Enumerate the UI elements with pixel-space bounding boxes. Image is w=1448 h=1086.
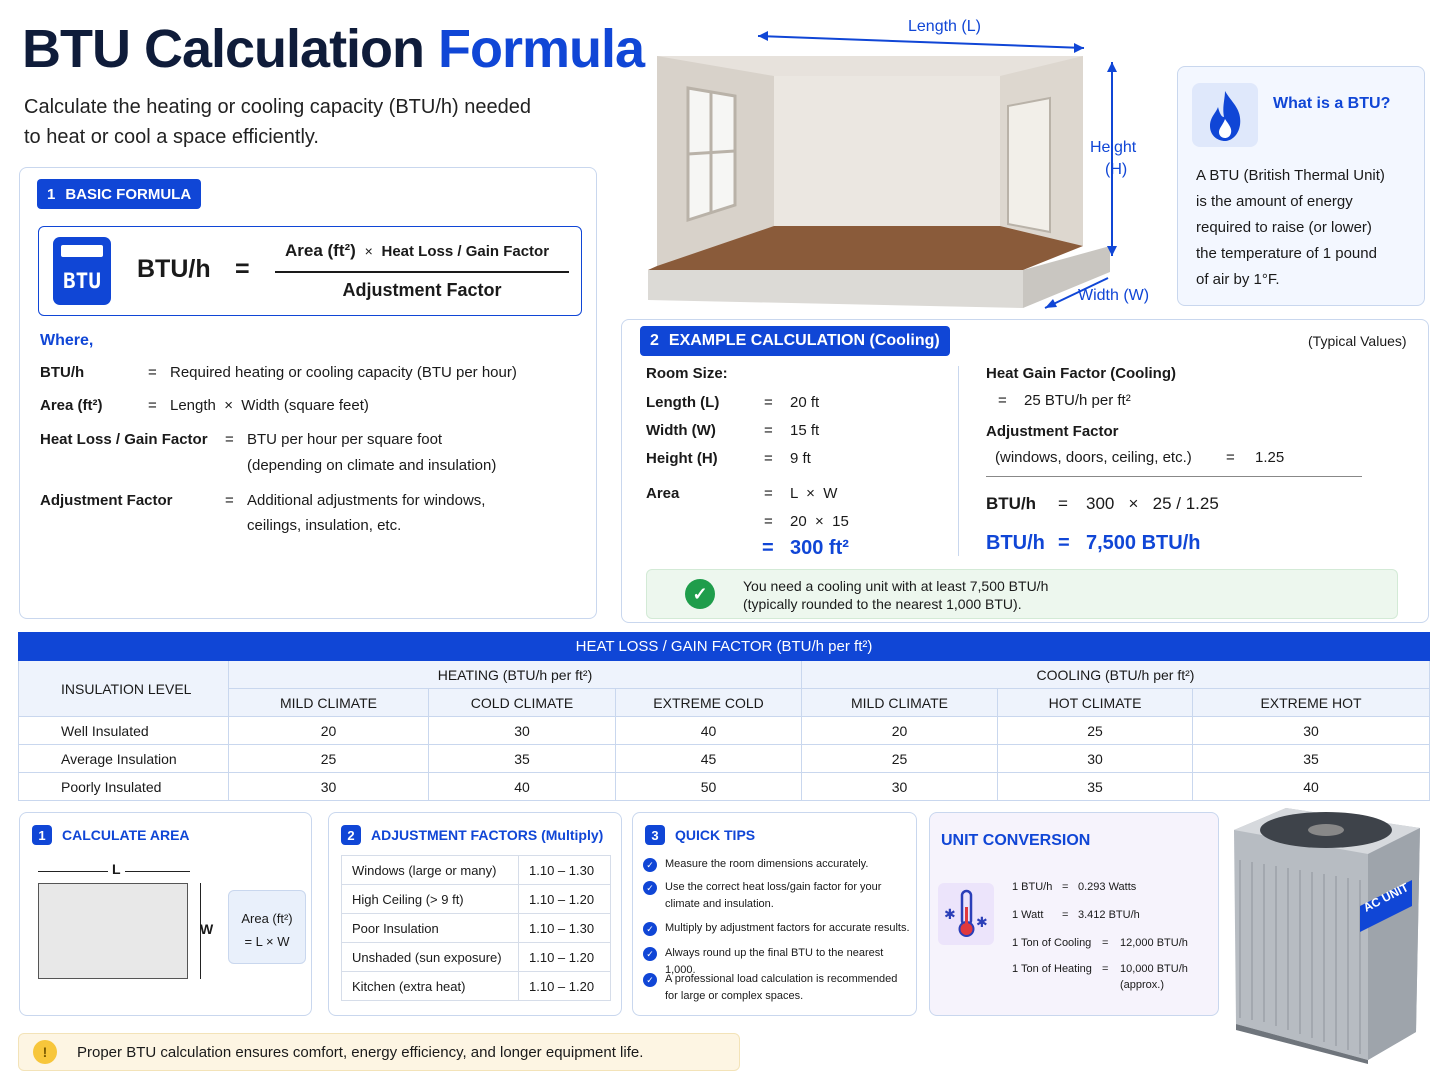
page-title: BTU Calculation Formula [22,19,645,79]
tip-item: ✓ Use the correct heat loss/gain factor for your climate and insulation. [643,879,913,913]
adjustment-value: 1.10 – 1.20 [519,943,611,972]
adjustment-label: Unshaded (sun exposure) [342,943,519,972]
adjustment-value: 1.10 – 1.30 [519,856,611,885]
column-header: MILD CLIMATE [802,689,998,717]
def-eq: = [225,492,234,509]
where-label: Where, [40,332,94,349]
column-header: EXTREME HOT [1193,689,1430,717]
area-rectangle [38,883,188,979]
width-value: 15 ft [790,422,820,439]
table-cell: 20 [229,717,429,745]
table-cell: 20 [802,717,998,745]
conversion-to: 3.412 BTU/h [1078,909,1140,921]
table-cell: 30 [229,773,429,801]
formula-numerator: Area (ft²) × Heat Loss / Gain Factor [285,241,550,260]
adjustment-label: High Ceiling (> 9 ft) [342,885,519,914]
adjustment-title: Adjustment Factor [986,423,1119,440]
btu-result-term: BTU/h [986,532,1045,554]
check-icon: ✓ [643,947,657,961]
conversion-to: 10,000 BTU/h [1120,963,1188,975]
svg-text:✱: ✱ [944,907,956,923]
result-note-line-1: You need a cooling unit with at least 7,500 BTU/h [743,578,1049,594]
unit-conversion-title: UNIT CONVERSION [941,832,1091,849]
height-label-2: (H) [1105,161,1128,178]
btu-term: BTU/h [986,494,1037,513]
height-label: Height [1090,139,1137,156]
example-calculation-card [621,319,1429,623]
eq: = [1058,532,1070,554]
check-circle-icon: ✓ [685,579,715,609]
adjustment-factors-card [328,812,622,1016]
conversion-from: 1 Watt [1012,909,1044,921]
ac-unit-illustration [1226,800,1426,1064]
def-eq: = [148,397,157,414]
eq: = [764,513,773,530]
adjustment-label: Windows (large or many) [342,856,519,885]
formula-denominator: Adjustment Factor [342,280,502,300]
adjustment-value: 1.10 – 1.20 [519,885,611,914]
heat-gain-value: 25 BTU/h per ft² [1024,392,1131,409]
eq: = [764,485,773,502]
eq: = [764,450,773,467]
page-subtitle: Calculate the heating or cooling capacity (BTU/h) needed to heat or cool a space efficiently. [24,96,531,148]
table-cell: 30 [802,773,998,801]
footer-note [18,1033,740,1071]
check-icon: ✓ [643,922,657,936]
divider [958,366,959,556]
quick-tips-card [632,812,917,1016]
def-desc: Length × Width (square feet) [170,397,369,414]
adjustment-desc: (windows, doors, ceiling, etc.) [995,449,1192,466]
table-cell: 30 [1193,717,1430,745]
basic-formula-badge: 1 BASIC FORMULA [37,179,201,209]
tip-item: ✓ Measure the room dimensions accurately. [643,856,913,873]
room-back-wall [774,76,1000,226]
table-row [19,745,1430,773]
adjustment-value: 1.10 – 1.30 [519,914,611,943]
column-header: HOT CLIMATE [998,689,1193,717]
area-step-1: L × W [790,485,838,502]
table-row [342,914,611,943]
def-desc-2: (depending on climate and insulation) [247,457,497,474]
factor-table-title: HEAT LOSS / GAIN FACTOR (BTU/h per ft²) [19,633,1430,661]
conversion-from: 1 BTU/h [1012,881,1053,893]
ac-unit-label: AC UNIT [1361,880,1411,915]
area-step-2: 20 × 15 [790,513,849,530]
insulation-header: INSULATION LEVEL [19,661,229,717]
room-size-label: Room Size: [646,365,728,382]
adjustment-label: Kitchen (extra heat) [342,972,519,1001]
length-term: Length (L) [646,394,720,411]
height-value: 9 ft [790,450,811,467]
table-cell: 25 [229,745,429,773]
adjustment-factors-title: 2 ADJUSTMENT FACTORS (Multiply) [341,825,603,845]
eq: = [762,537,774,559]
what-is-btu-card [1177,66,1425,306]
eq: = [1226,449,1235,466]
table-cell: 40 [429,773,616,801]
table-cell: 35 [429,745,616,773]
table-cell: 25 [802,745,998,773]
row-label: Poorly Insulated [19,773,229,801]
conversion-eq: = [1102,937,1109,949]
divider [986,476,1362,477]
thermometer-icon [938,883,994,945]
adjustment-table [341,855,611,1001]
table-row [342,943,611,972]
result-note [646,569,1398,619]
table-cell: 40 [1193,773,1430,801]
table-row [19,773,1430,801]
room-base [648,270,1023,308]
width-label: Width (W) [1078,287,1150,304]
btu-calculation: 300 × 25 / 1.25 [1086,494,1219,513]
row-label: Average Insulation [19,745,229,773]
cooling-header: COOLING (BTU/h per ft²) [802,661,1430,689]
what-is-text: A BTU (British Thermal Unit) is the amount of energy required to raise (or lower) the temperature of 1 pound of air by 1°F. [1196,167,1385,288]
conversion-eq: = [1102,963,1109,975]
table-cell: 35 [1193,745,1430,773]
height-term: Height (H) [646,450,718,467]
svg-text:✱: ✱ [976,915,988,931]
length-arrow [758,36,1084,48]
example-badge: 2 EXAMPLE CALCULATION (Cooling) [640,326,950,356]
btu-result: 7,500 BTU/h [1086,532,1201,554]
table-row [342,856,611,885]
table-cell: 45 [616,745,802,773]
table-cell: 35 [998,773,1193,801]
def-eq: = [148,364,157,381]
quick-tips-title: 3 QUICK TIPS [645,825,755,845]
def-desc-2: ceilings, insulation, etc. [247,517,402,534]
eq: = [1058,494,1068,513]
room-illustration [640,10,1170,310]
def-desc: BTU per hour per square foot [247,431,443,448]
width-term: Width (W) [646,422,716,439]
width-letter: W [200,921,214,937]
unit-conversion-card [929,812,1219,1016]
formula-lhs: BTU/h [137,255,211,283]
adjustment-value: 1.25 [1255,449,1285,466]
conversion-to: 0.293 Watts [1078,881,1137,893]
def-eq: = [225,431,234,448]
row-label: Well Insulated [19,717,229,745]
area-formula-box: Area (ft²) = L × W [228,890,306,964]
tip-item: ✓ Always round up the final BTU to the nearest 1,000. [643,945,913,979]
flame-icon [1192,83,1258,147]
column-header: COLD CLIMATE [429,689,616,717]
conversion-note: (approx.) [1120,979,1165,991]
length-value: 20 ft [790,394,820,411]
check-icon: ✓ [643,858,657,872]
area-result: 300 ft² [790,537,849,559]
table-row [342,972,611,1001]
fraction-bar [275,271,569,273]
calculate-area-title: 1 CALCULATE AREA [32,825,190,845]
eq: = [998,392,1007,409]
typical-values-label: (Typical Values) [1308,333,1407,349]
conversion-eq: = [1062,881,1069,893]
def-term: Area (ft²) [40,397,103,414]
def-term: Adjustment Factor [40,492,173,509]
table-row [19,717,1430,745]
calculator-icon: BTU [53,237,111,305]
tip-item: ✓ A professional load calculation is recommended for large or complex spaces. [643,971,913,1005]
room-door [1008,98,1050,232]
calculate-area-card [19,812,312,1016]
conversion-to: 12,000 BTU/h [1120,937,1188,949]
footer-text: Proper BTU calculation ensures comfort, energy efficiency, and longer equipment life. [77,1044,644,1061]
table-cell: 25 [998,717,1193,745]
column-header: EXTREME COLD [616,689,802,717]
conversion-from: 1 Ton of Cooling [1012,937,1092,949]
length-label: Length (L) [908,18,981,35]
heat-gain-title: Heat Gain Factor (Cooling) [986,365,1177,382]
heating-header: HEATING (BTU/h per ft²) [229,661,802,689]
table-cell: 30 [998,745,1193,773]
what-is-title: What is a BTU? [1273,95,1391,112]
adjustment-value: 1.10 – 1.20 [519,972,611,1001]
def-term: BTU/h [40,364,85,381]
adjustment-label: Poor Insulation [342,914,519,943]
check-icon: ✓ [643,881,657,895]
basic-formula-card [19,167,597,619]
table-cell: 30 [429,717,616,745]
conversion-eq: = [1062,909,1069,921]
tip-item: ✓ Multiply by adjustment factors for accurate results. [643,920,913,937]
def-desc: Additional adjustments for windows, [247,492,486,509]
lightbulb-icon: ! [33,1040,57,1064]
conversion-from: 1 Ton of Heating [1012,963,1092,975]
factor-table [18,632,1430,801]
eq: = [764,394,773,411]
table-row [342,885,611,914]
area-term: Area [646,485,680,502]
def-term: Heat Loss / Gain Factor [40,431,208,448]
length-letter: L [108,861,125,877]
column-header: MILD CLIMATE [229,689,429,717]
table-cell: 50 [616,773,802,801]
table-cell: 40 [616,717,802,745]
check-icon: ✓ [643,973,657,987]
formula-box [38,226,582,316]
result-note-line-2: (typically rounded to the nearest 1,000 BTU). [743,596,1022,612]
eq: = [764,422,773,439]
def-desc: Required heating or cooling capacity (BTU per hour) [170,364,517,381]
formula-equals: = [235,255,250,283]
